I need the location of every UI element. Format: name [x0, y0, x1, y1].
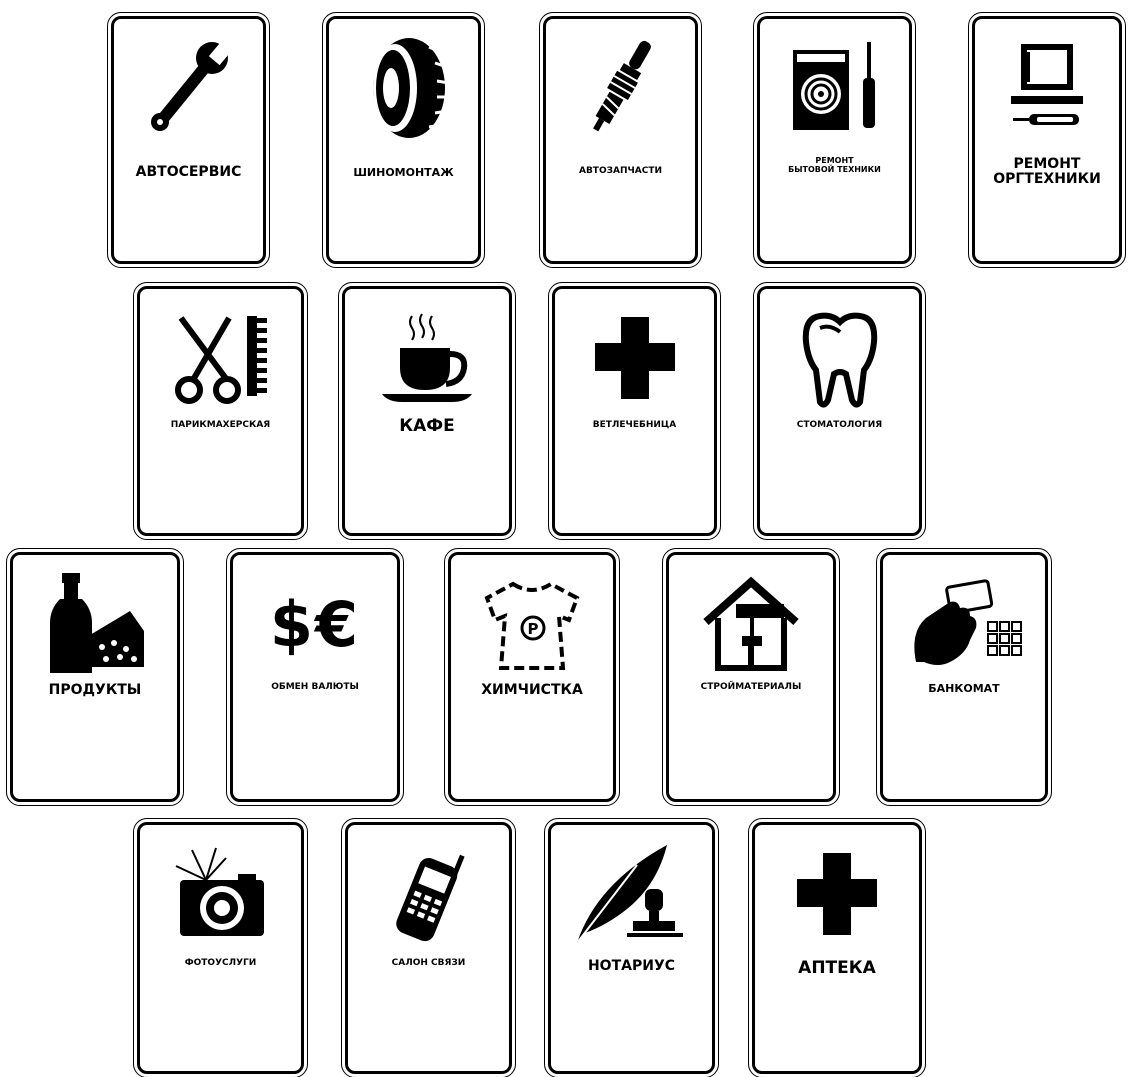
- scissors-comb-icon: [140, 303, 301, 413]
- sign-label: ОБМЕН ВАЛЮТЫ: [271, 682, 359, 692]
- sign-label: ФОТОУСЛУГИ: [184, 958, 257, 968]
- sign-label: НОТАРИУС: [587, 958, 676, 974]
- sign-label: СТРОЙМАТЕРИАЛЫ: [700, 682, 802, 692]
- sign-salon-svyazi: [345, 822, 512, 1074]
- tire-icon: [329, 33, 478, 143]
- svg-text:P: P: [527, 620, 539, 638]
- sign-bankomat: [880, 552, 1048, 802]
- sign-vetlechebnitsa: [552, 286, 717, 536]
- computer-screwdriver-icon: [975, 33, 1119, 143]
- sign-apteka: [752, 822, 922, 1074]
- sign-obmen-valyuty: [230, 552, 400, 802]
- sign-label: ВЕТЛЕЧЕБНИЦА: [592, 420, 677, 430]
- quill-stamp-icon: [551, 839, 712, 949]
- wrench-icon: [114, 33, 263, 143]
- sign-label: ПРОДУКТЫ: [48, 682, 142, 698]
- washing-machine-screwdriver-icon: [760, 33, 909, 143]
- sign-kafe: [342, 286, 512, 536]
- sign-label: РЕМОНТ ОРГТЕХНИКИ: [993, 156, 1101, 188]
- mobile-phone-icon: [348, 839, 509, 949]
- house-roller-icon: [669, 569, 833, 679]
- sign-notarius: [548, 822, 715, 1074]
- cross-icon: [555, 303, 714, 413]
- hand-card-keypad-icon: [883, 569, 1045, 679]
- sign-label: САЛОН СВЯЗИ: [391, 958, 466, 968]
- bottle-cheese-icon: [13, 569, 177, 679]
- sign-label: РЕМОНТ БЫТОВОЙ ТЕХНИКИ: [788, 156, 881, 174]
- sign-label: АПТЕКА: [798, 958, 876, 978]
- coffee-cup-icon: [345, 303, 509, 413]
- sign-shinomontazh: [326, 16, 481, 264]
- tshirt-icon: [451, 569, 613, 679]
- sign-produkty: [10, 552, 180, 802]
- sign-label: БАНКОМАТ: [928, 682, 1000, 695]
- sign-label: ХИМЧИСТКА: [481, 682, 583, 698]
- currency-symbols: $€: [269, 587, 361, 661]
- camera-icon: [140, 839, 301, 949]
- sign-label: АВТОСЕРВИС: [135, 164, 242, 180]
- sign-stomatologiya: [757, 286, 922, 536]
- sign-avtoservis: [111, 16, 266, 264]
- sign-stroymaterialy: [666, 552, 836, 802]
- sign-khimchistka: [448, 552, 616, 802]
- sign-label: ПАРИКМАХЕРСКАЯ: [170, 420, 271, 430]
- sign-label: КАФЕ: [399, 416, 455, 436]
- sign-fotouslugi: [137, 822, 304, 1074]
- tooth-icon: [760, 303, 919, 413]
- cross-icon: [755, 839, 919, 949]
- sign-label: СТОМАТОЛОГИЯ: [796, 420, 883, 430]
- spark-plug-icon: [546, 33, 695, 143]
- sign-avtozapchasti: [543, 16, 698, 264]
- currency-icon: [233, 569, 397, 679]
- sign-parikmakherskaya: [137, 286, 304, 536]
- sign-label: ШИНОМОНТАЖ: [353, 166, 454, 179]
- sign-remont-bytovoy-tekhniki: [757, 16, 912, 264]
- sign-label: АВТОЗАПЧАСТИ: [578, 166, 663, 176]
- sign-remont-orgtekhniki: [972, 16, 1122, 264]
